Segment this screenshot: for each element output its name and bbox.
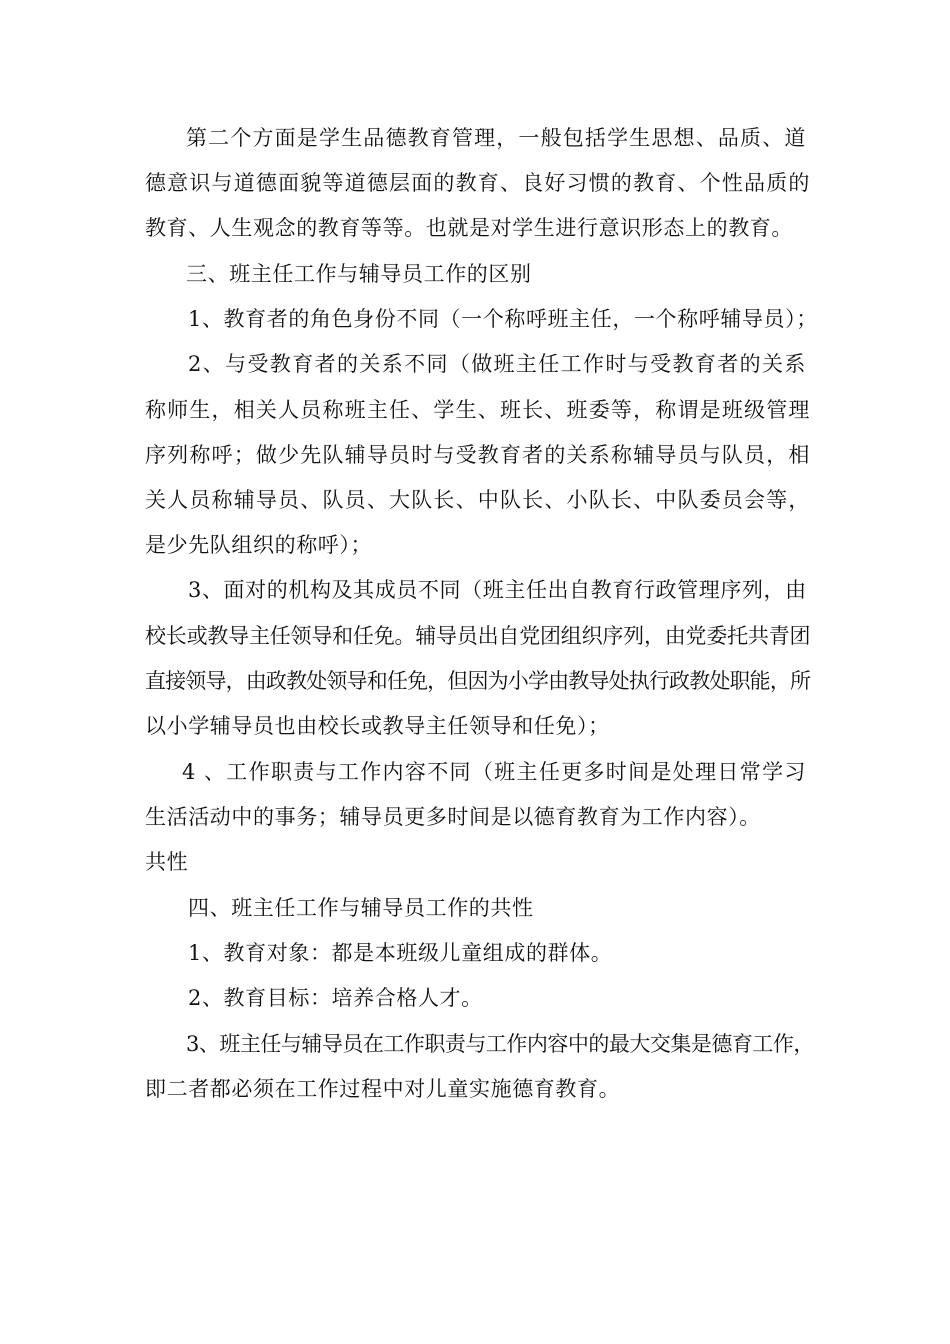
- section-heading: 四、班主任工作与辅导员工作的共性: [188, 896, 534, 920]
- subheading: 共性: [145, 850, 189, 874]
- paragraph-line: 关人员称辅导员、队员、大队长、中队长、小队长、中队委员会等，: [145, 488, 810, 512]
- paragraph-line: 4 、工作职责与工作内容不同（班主任更多时间是处理日常学习: [182, 760, 806, 784]
- paragraph-line: 直接领导，由政教处领导和任免，但因为小学由教导处执行政教处职能，所: [145, 669, 810, 693]
- paragraph-line: 第二个方面是学生品德教育管理，一般包括学生思想、品质、道: [186, 126, 806, 150]
- paragraph-line: 1、教育对象：都是本班级儿童组成的群体。: [188, 941, 613, 965]
- section-heading: 三、班主任工作与辅导员工作的区别: [186, 262, 532, 286]
- paragraph-line: 以小学辅导员也由校长或教导主任领导和任免）；: [145, 714, 610, 738]
- paragraph-line: 德意识与道德面貌等道德层面的教育、良好习惯的教育、个性品质的: [145, 171, 810, 195]
- paragraph-line: 校长或教导主任领导和任免。辅导员出自党团组织序列，由党委托共青团: [145, 624, 810, 648]
- paragraph-line: 3、面对的机构及其成员不同（班主任出自教育行政管理序列，由: [188, 578, 807, 602]
- paragraph-line: 序列称呼；做少先队辅导员时与受教育者的关系称辅导员与队员，相: [145, 443, 810, 467]
- paragraph-line: 3、班主任与辅导员在工作职责与工作内容中的最大交集是德育工作，: [186, 1032, 814, 1056]
- paragraph-line: 生活活动中的事务；辅导员更多时间是以德育教育为工作内容）。: [145, 805, 761, 829]
- paragraph-line: 1、教育者的角色身份不同（一个称呼班主任，一个称呼辅导员）；: [188, 307, 818, 331]
- paragraph-line: 2、教育目标：培养合格人才。: [188, 986, 483, 1010]
- paragraph-line: 即二者都必须在工作过程中对儿童实施德育教育。: [145, 1077, 621, 1101]
- paragraph-line: 2、与受教育者的关系不同（做班主任工作时与受教育者的关系: [188, 352, 806, 376]
- paragraph-line: 称师生，相关人员称班主任、学生、班长、班委等，称谓是班级管理: [145, 398, 810, 422]
- paragraph-line: 教育、人生观念的教育等等。也就是对学生进行意识形态上的教育。: [145, 216, 793, 240]
- paragraph-line: 是少先队组织的称呼）；: [145, 533, 373, 557]
